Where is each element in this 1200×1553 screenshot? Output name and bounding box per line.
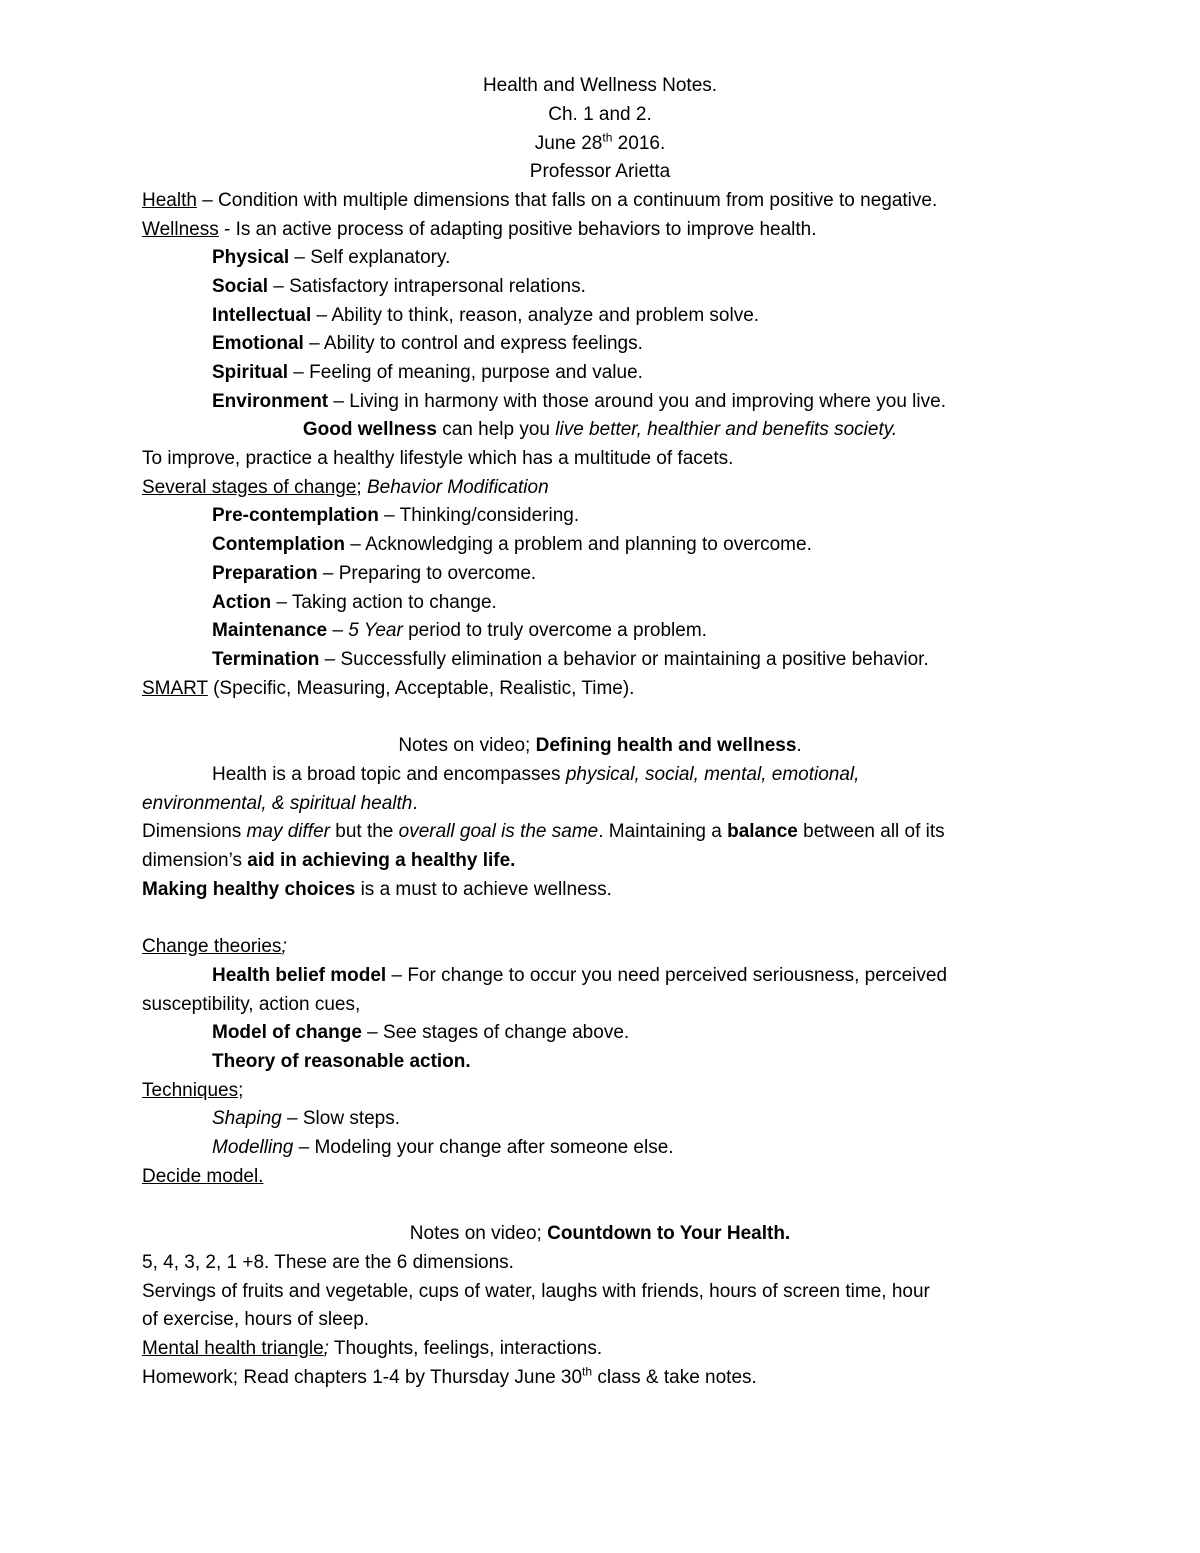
stage-item: Contemplation – Acknowledging a problem and planning to overcome. bbox=[212, 534, 812, 555]
dimension-item: Emotional – Ability to control and express feelings. bbox=[212, 333, 643, 354]
theory-reasonable-action: Theory of reasonable action. bbox=[212, 1051, 471, 1072]
video2-line2: Servings of fruits and vegetable, cups of water, laughs with friends, hours of screen time, hour bbox=[142, 1281, 930, 1302]
stage-item: Action – Taking action to change. bbox=[212, 592, 497, 613]
doc-chapters: Ch. 1 and 2. bbox=[548, 104, 652, 125]
stage-item: Termination – Successfully elimination a behavior or maintaining a positive behavior. bbox=[212, 649, 929, 670]
stage-item: Preparation – Preparing to overcome. bbox=[212, 563, 537, 584]
doc-date: June 28th 2016. bbox=[534, 130, 666, 154]
dimension-item: Social – Satisfactory intrapersonal relations. bbox=[212, 276, 586, 297]
mental-health-triangle: Mental health triangle; Thoughts, feelings, interactions. bbox=[142, 1338, 603, 1359]
stages-heading: Several stages of change; Behavior Modification bbox=[142, 477, 549, 498]
doc-professor: Professor Arietta bbox=[529, 161, 671, 182]
dimension-item: Physical – Self explanatory. bbox=[212, 247, 451, 268]
video1-p3: Making healthy choices is a must to achieve wellness. bbox=[142, 879, 612, 900]
dimension-item: Intellectual – Ability to think, reason, analyze and problem solve. bbox=[212, 305, 760, 326]
health-belief-model: Health belief model – For change to occur you need perceived seriousness, perceived bbox=[212, 965, 948, 986]
technique-modelling: Modelling – Modeling your change after someone else. bbox=[212, 1137, 674, 1158]
doc-title: Health and Wellness Notes. bbox=[482, 75, 718, 96]
decide-model: Decide model. bbox=[142, 1166, 264, 1187]
dimension-item: Spiritual – Feeling of meaning, purpose and value. bbox=[212, 362, 643, 383]
change-theories-heading: Change theories; bbox=[142, 936, 287, 957]
homework-line: Homework; Read chapters 1-4 by Thursday June 30th class & take notes. bbox=[142, 1364, 757, 1388]
model-of-change: Model of change – See stages of change above. bbox=[212, 1022, 630, 1043]
techniques-heading: Techniques; bbox=[142, 1080, 244, 1101]
video1-heading: Notes on video; Defining health and wellness. bbox=[398, 735, 802, 756]
stage-item: Maintenance – 5 Year period to truly overcome a problem. bbox=[212, 620, 707, 641]
dimension-item: Environment – Living in harmony with those around you and improving where you live. bbox=[212, 391, 946, 412]
health-belief-model-cont: susceptibility, action cues, bbox=[142, 994, 361, 1015]
smart-line: SMART (Specific, Measuring, Acceptable, Realistic, Time). bbox=[142, 678, 635, 699]
technique-shaping: Shaping – Slow steps. bbox=[212, 1108, 401, 1129]
video2-heading: Notes on video; Countdown to Your Health. bbox=[409, 1223, 791, 1244]
video2-line1: 5, 4, 3, 2, 1 +8. These are the 6 dimensions. bbox=[142, 1252, 514, 1273]
video1-p1: Health is a broad topic and encompasses physical, social, mental, emotional, bbox=[212, 764, 860, 785]
video1-p2-cont: dimension’s aid in achieving a healthy life. bbox=[142, 850, 516, 871]
video1-p1-cont: environmental, & spiritual health. bbox=[142, 793, 418, 814]
good-wellness-line: Good wellness can help you live better, healthier and benefits society. bbox=[302, 419, 898, 440]
improve-line: To improve, practice a healthy lifestyle which has a multitude of facets. bbox=[142, 448, 734, 469]
stage-item: Pre-contemplation – Thinking/considering. bbox=[212, 505, 580, 526]
video1-p2: Dimensions may differ but the overall goal is the same. Maintaining a balance between all of its bbox=[142, 821, 945, 842]
wellness-definition: Wellness - Is an active process of adapting positive behaviors to improve health. bbox=[142, 219, 817, 240]
video2-line3: of exercise, hours of sleep. bbox=[142, 1309, 370, 1330]
health-definition: Health – Condition with multiple dimensions that falls on a continuum from positive to negative. bbox=[142, 190, 938, 211]
